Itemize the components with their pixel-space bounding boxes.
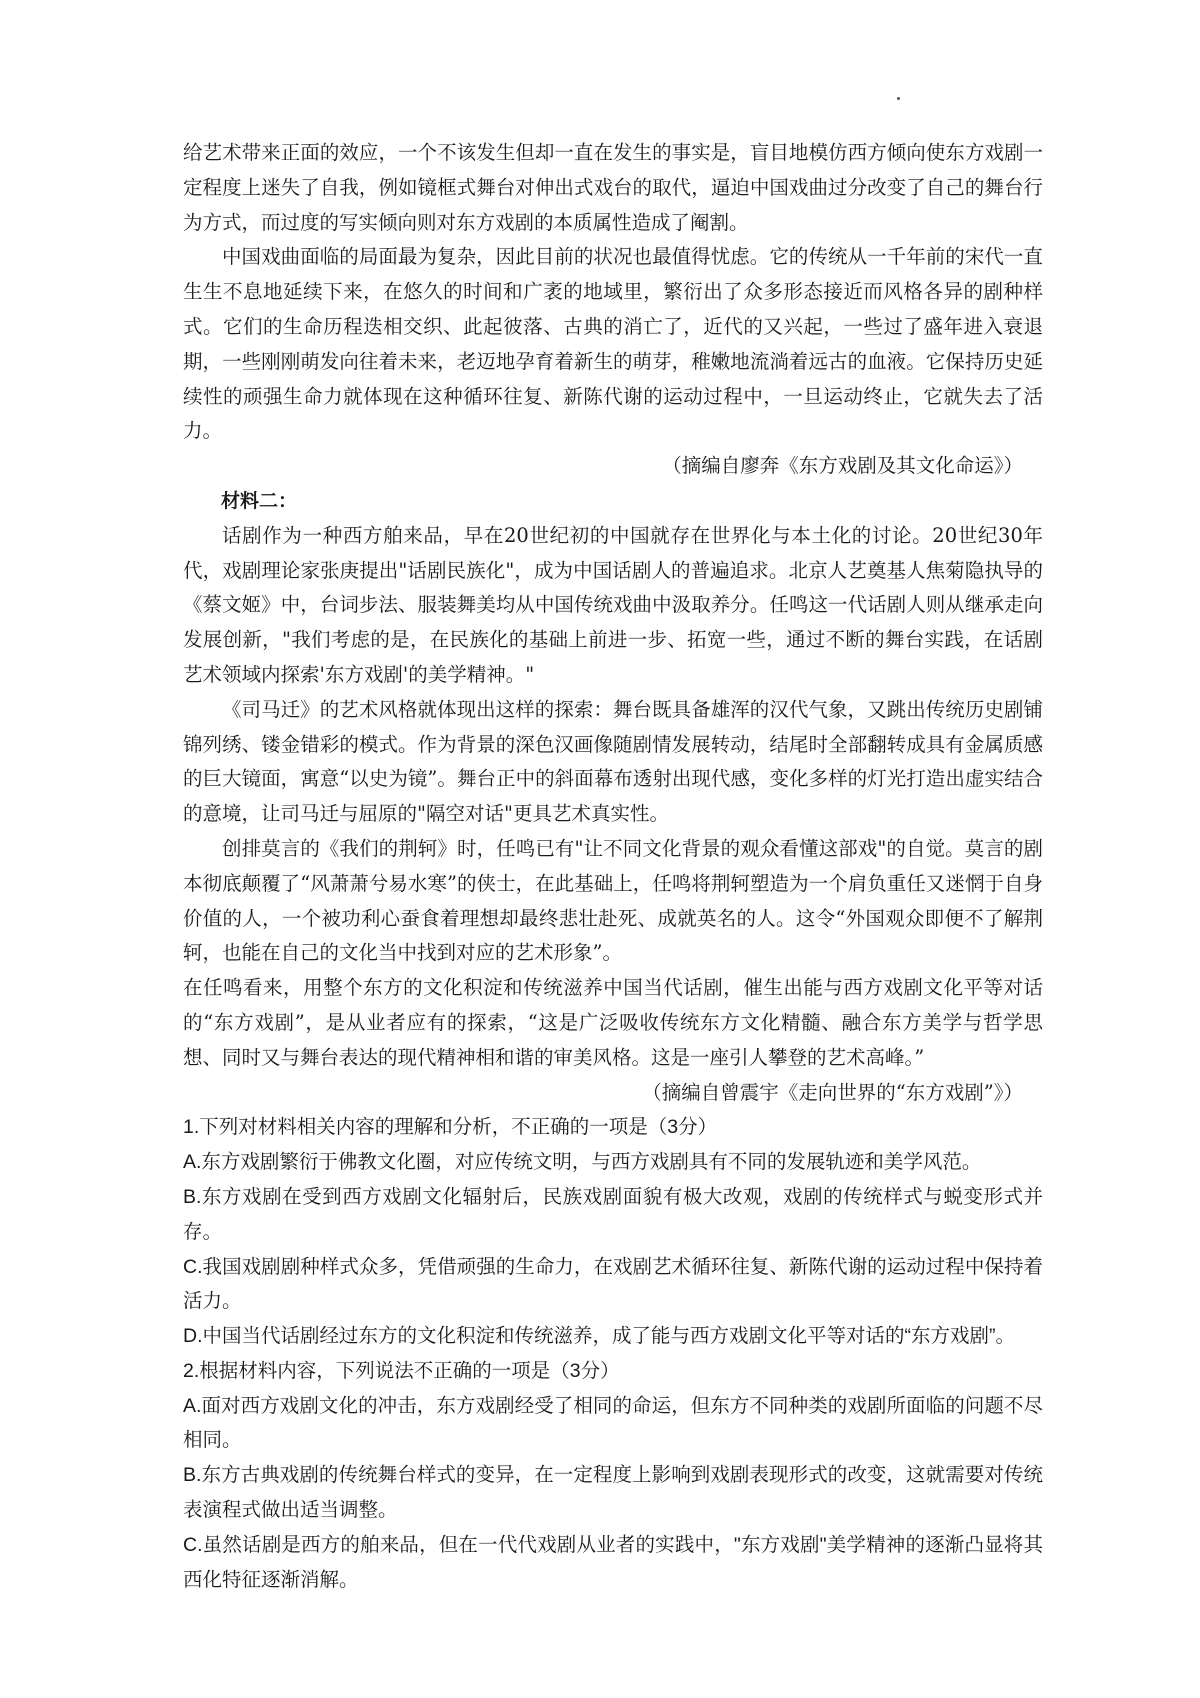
material-two-heading: 材料二： <box>221 489 298 512</box>
question-2 <box>183 1354 1043 1598</box>
document-body <box>183 136 1043 1597</box>
option-c: C.虽然话剧是西方的舶来品，但在一代代戏剧从业者的实践中，"东方戏剧"美学精神的逐渐凸显将其西化特征逐渐消解。 <box>183 1533 1043 1591</box>
source-citation-2: （摘编自曾震宇《走向世界的“东方戏剧”》） <box>642 1080 1023 1104</box>
source-citation-1: （摘编自廖奔《东方戏剧及其文化命运》） <box>662 454 1023 478</box>
option-d: D.中国当代话剧经过东方的文化积淀和传统滋养，成了能与西方戏剧文化平等对话的“东方戏剧”。 <box>183 1325 1015 1348</box>
option-b: B.东方戏剧在受到西方戏剧文化辐射后，民族戏剧面貌有极大改观，戏剧的传统样式与蜕变形式并存。 <box>183 1185 1043 1243</box>
question-1 <box>183 1110 1043 1354</box>
paragraph-continued: 给艺术带来正面的效应，一个不该发生但却一直在发生的事实是，盲目地模仿西方倾向使东方戏剧一定程度上迷失了自我，例如镜框式舞台对伸出式戏台的取代，逼迫中国戏曲过分改变了自己的舞台行为方式，而过度的写实倾向则对东方戏剧的本质属性造成了阉割。 <box>183 141 1043 234</box>
material-two-paragraph-1: 话剧作为一种西方舶来品，早在20世纪初的中国就存在世界化与本土化的讨论。20世纪30年代，戏剧理论家张庚提出"话剧民族化"，成为中国话剧人的普遍追求。北京人艺奠基人焦菊隐执导的《蔡文姬》中，台词步法、服装舞美均从中国传统戏曲中汲取养分。任鸣这一代话剧人则从继承走向发展创新，"我们考虑的是，在民族化的基础上前进一步、拓宽一些，通过不断的舞台实践，在话剧艺术领域内探索'东方戏剧'的美学精神。" <box>183 523 1043 686</box>
option-b: B.东方古典戏剧的传统舞台样式的变异，在一定程度上影响到戏剧表现形式的改变，这就需要对传统表演程式做出适当调整。 <box>183 1464 1043 1522</box>
page-mark-dot <box>897 97 900 100</box>
question-stem: 2.根据材料内容，下列说法不正确的一项是（3分） <box>183 1359 620 1382</box>
question-stem: 1.下列对材料相关内容的理解和分析，不正确的一项是（3分） <box>183 1116 718 1139</box>
material-two-paragraph-4: 在任鸣看来，用整个东方的文化积淀和传统滋养中国当代话剧，催生出能与西方戏剧文化平等对话的“东方戏剧”，是从业者应有的探索，“这是广泛吸收传统东方文化精髓、融合东方美学与哲学思想、同时又与舞台表达的现代精神相和谐的审美风格。这是一座引人攀登的艺术高峰。” <box>183 976 1043 1069</box>
paragraph-chinese-opera: 中国戏曲面临的局面最为复杂，因此目前的状况也最值得忧虑。它的传统从一千年前的宋代一直生生不息地延续下来，在悠久的时间和广袤的地域里，繁衍出了众多形态接近而风格各异的剧种样式。它们的生命历程迭相交织、此起彼落、古典的消亡了，近代的又兴起，一些过了盛年进入衰退期，一些刚刚萌发向往着未来，老迈地孕育着新生的萌芽，稚嫩地流淌着远古的血液。它保持历史延续性的顽强生命力就体现在这种循环往复、新陈代谢的运动过程中，一旦运动终止，它就失去了活力。 <box>183 245 1043 443</box>
material-two-paragraph-2: 《司马迁》的艺术风格就体现出这样的探索：舞台既具备雄浑的汉代气象，又跳出传统历史剧铺锦列绣、镂金错彩的模式。作为背景的深色汉画像随剧情发展转动，结尾时全部翻转成具有金属质感的巨大镜面，寓意“以史为镜”。舞台正中的斜面幕布透射出现代感，变化多样的灯光打造出虚实结合的意境，让司马迁与屈原的"隔空对话"更具艺术真实性。 <box>183 697 1043 826</box>
option-a: A.面对西方戏剧文化的冲击，东方戏剧经受了相同的命运，但东方不同种类的戏剧所面临的问题不尽相同。 <box>183 1394 1043 1452</box>
material-two-paragraph-3: 创排莫言的《我们的荆轲》时，任鸣已有"让不同文化背景的观众看懂这部戏"的自觉。莫言的剧本彻底颠覆了“风萧萧兮易水寒”的侠士，在此基础上，任鸣将荆轲塑造为一个肩负重任又迷惘于自身价值的人，一个被功利心蚕食着理想却最终悲壮赴死、成就英名的人。这令“外国观众即便不了解荆轲，也能在自己的文化当中找到对应的艺术形象”。 <box>183 836 1043 965</box>
option-a: A.东方戏剧繁衍于佛教文化圈，对应传统文明，与西方戏剧具有不同的发展轨迹和美学风范。 <box>183 1151 982 1174</box>
option-c: C.我国戏剧剧种样式众多，凭借顽强的生命力，在戏剧艺术循环往复、新陈代谢的运动过程中保持着活力。 <box>183 1255 1043 1313</box>
